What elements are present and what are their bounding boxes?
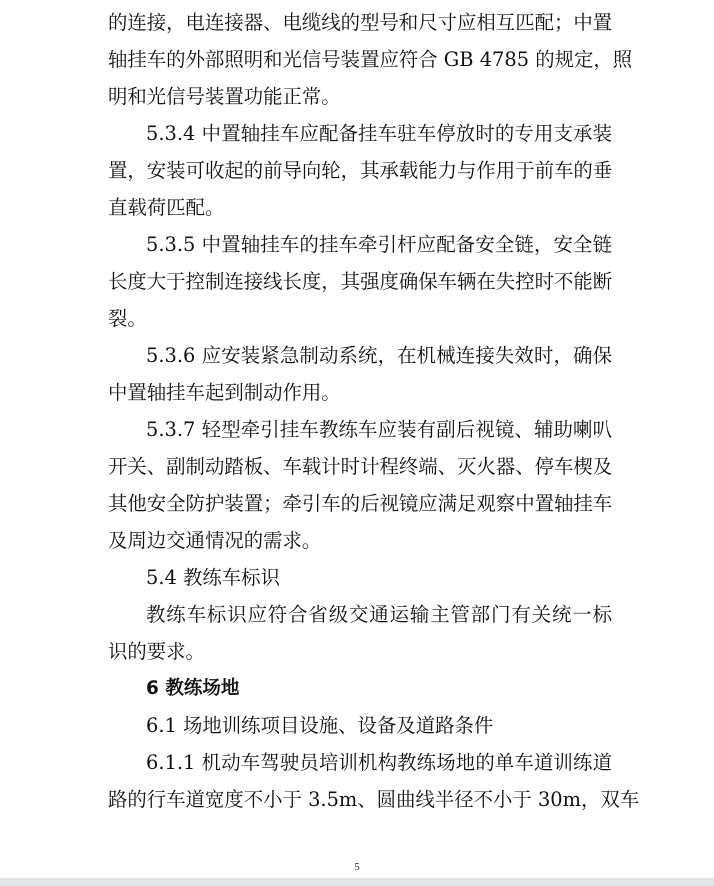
text-line: 教练车标识应符合省级交通运输主管部门有关统一标 [146,603,612,626]
text-line: 长度大于控制连接线长度，其强度确保车辆在失控时不能断 [108,270,613,293]
page-number: 5 [354,861,360,873]
section-6-1-heading: 6.1 场地训练项目设施、设备及道路条件 [146,714,494,737]
text-line: 其他安全防护装置；牵引车的后视镜应满足观察中置轴挂车 [108,492,613,515]
section-5-4-heading: 5.4 教练车标识 [146,566,280,589]
text-line: 轴挂车的外部照明和光信号装置应符合 GB 4785 的规定，照 [108,48,633,71]
text-line: 裂。 [108,307,147,330]
text-line: 及周边交通情况的需求。 [108,529,322,552]
text-line: 直载荷匹配。 [108,196,225,219]
text-line: 中置轴挂车起到制动作用。 [108,381,341,404]
clause-5-3-5: 5.3.5 中置轴挂车的挂车牵引杆应配备安全链，安全链 [146,233,612,256]
section-6-heading: 6 教练场地 [146,678,240,699]
clause-6-1-1: 6.1.1 机动车驾驶员培训机构教练场地的单车道训练道 [146,751,612,774]
clause-5-3-7: 5.3.7 轻型牵引挂车教练车应装有副后视镜、辅助喇叭 [146,418,612,441]
text-line: 置，安装可收起的前导向轮，其承载能力与作用于前车的垂 [108,159,613,182]
body-text [108,4,640,818]
text-line: 的连接，电连接器、电缆线的型号和尺寸应相互匹配；中置 [108,11,613,34]
clause-5-3-4: 5.3.4 中置轴挂车应配备挂车驻车停放时的专用支承装 [146,122,612,145]
text-line: 明和光信号装置功能正常。 [108,85,341,108]
text-line: 开关、副制动踏板、车载计时计程终端、灭火器、停车楔及 [108,455,613,478]
text-line: 识的要求。 [108,640,205,663]
viewer-bottom-edge [0,878,714,886]
text-line: 路的行车道宽度不小于 3.5m、圆曲线半径不小于 30m，双车 [108,788,640,811]
clause-5-3-6: 5.3.6 应安装紧急制动系统，在机械连接失效时，确保 [146,344,612,367]
